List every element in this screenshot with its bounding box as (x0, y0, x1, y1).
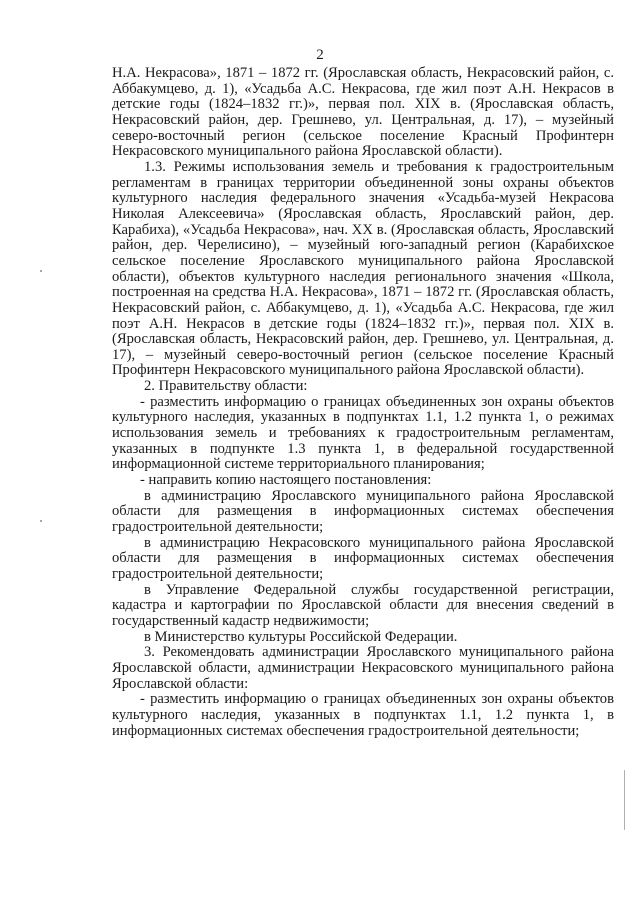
document-body (112, 66, 614, 739)
recipient-nekrasov-district: в администрацию Некрасовского муниципального района Ярославской области для размещения в информационных системах обеспечения градостроительной деятельности; (112, 534, 614, 582)
paragraph-3-item-publish: - разместить информацию о границах объединенных зон охраны объектов культурного наследия, указанных в подпунктах 1.1, 1.2 пункта 1, в информационных системах обеспечения градостроительной деятельности; (112, 691, 614, 739)
recipient-yaroslavl-district: в администрацию Ярославского муниципального района Ярославской области для размещения в информационных системах обеспечения градостроительной деятельности; (112, 487, 614, 536)
page-number: 2 (316, 47, 324, 63)
paragraph-1-3: 1.3. Режимы использования земель и требования к градостроительным регламентам в границах территории объединенной зоны охраны объектов культурного наследия федерального значения «Усадьба-музей Некрасова Николая Алексеевича» (Ярославская область, Ярославский район, дер. Карабиха), «Усадьба Некрасова», нач. XX в. (Ярославская область, Ярославский район, дер. Черелисино), – музейный юго-западный регион (Карабихское сельское поселение Ярославского муниципального района Ярославской области), объектов культурного наследия регионального значения «Школа, построенная на средства Н.А. Некрасова», 1871 – 1872 гг. (Ярославская область, Некрасовский район, с. Аббакумцево, д. 1), «Усадьба А.С. Некрасова, где жил поэт А.Н. Некрасов в детские годы (1824–1832 гг.)», первая пол. XIX в. (Ярославская область, Некрасовский район, дер. Грешнево, ул. Центральная, д. 17), – музейный северо-восточный регион (сельское поселение Красный Профинтерн Некрасовского муниципального района Ярославской области). (112, 158, 614, 379)
scan-edge-mark (624, 770, 625, 830)
paragraph-3: 3. Рекомендовать администрации Ярославского муниципального района Ярославской области, администрации Некрасовского муниципального района Ярославской области: (112, 644, 614, 692)
paragraph-continuation: Н.А. Некрасова», 1871 – 1872 гг. (Ярославская область, Некрасовский район, с. Аббакумцево, д. 1), «Усадьба А.С. Некрасова, где жил поэт А.Н. Некрасов в детские годы (1824–1832 гг.)», первая пол. XIX в. (Ярославская область, Некрасовский район, дер. Грешнево, ул. Центральная, д. 17), – музейный северо-восточный регион (сельское поселение Красный Профинтерн Некрасовского муниципального района Ярославской области). (112, 65, 614, 160)
scan-speck (40, 520, 42, 522)
paragraph-2-item-publish: - разместить информацию о границах объединенных зон охраны объектов культурного наследия, указанных в подпунктах 1.1, 1.2 пункта 1, о режимах использования земель и требованиях к градостроительным регламентам, указанных в подпункте 1.3 пункта 1, в федеральной государственной информационной системе территориального планирования; (112, 393, 614, 473)
paragraph-2-item-send-copy: - направить копию настоящего постановления: (140, 472, 432, 489)
scan-speck (40, 270, 42, 272)
recipient-ministry-culture: в Министерство культуры Российской Федерации. (144, 628, 458, 645)
recipient-rosreestr: в Управление Федеральной службы государственной регистрации, кадастра и картографии по Ярославской области для внесения сведений в государственный кадастр недвижимости; (112, 581, 614, 629)
paragraph-2: 2. Правительству области: (144, 378, 308, 395)
